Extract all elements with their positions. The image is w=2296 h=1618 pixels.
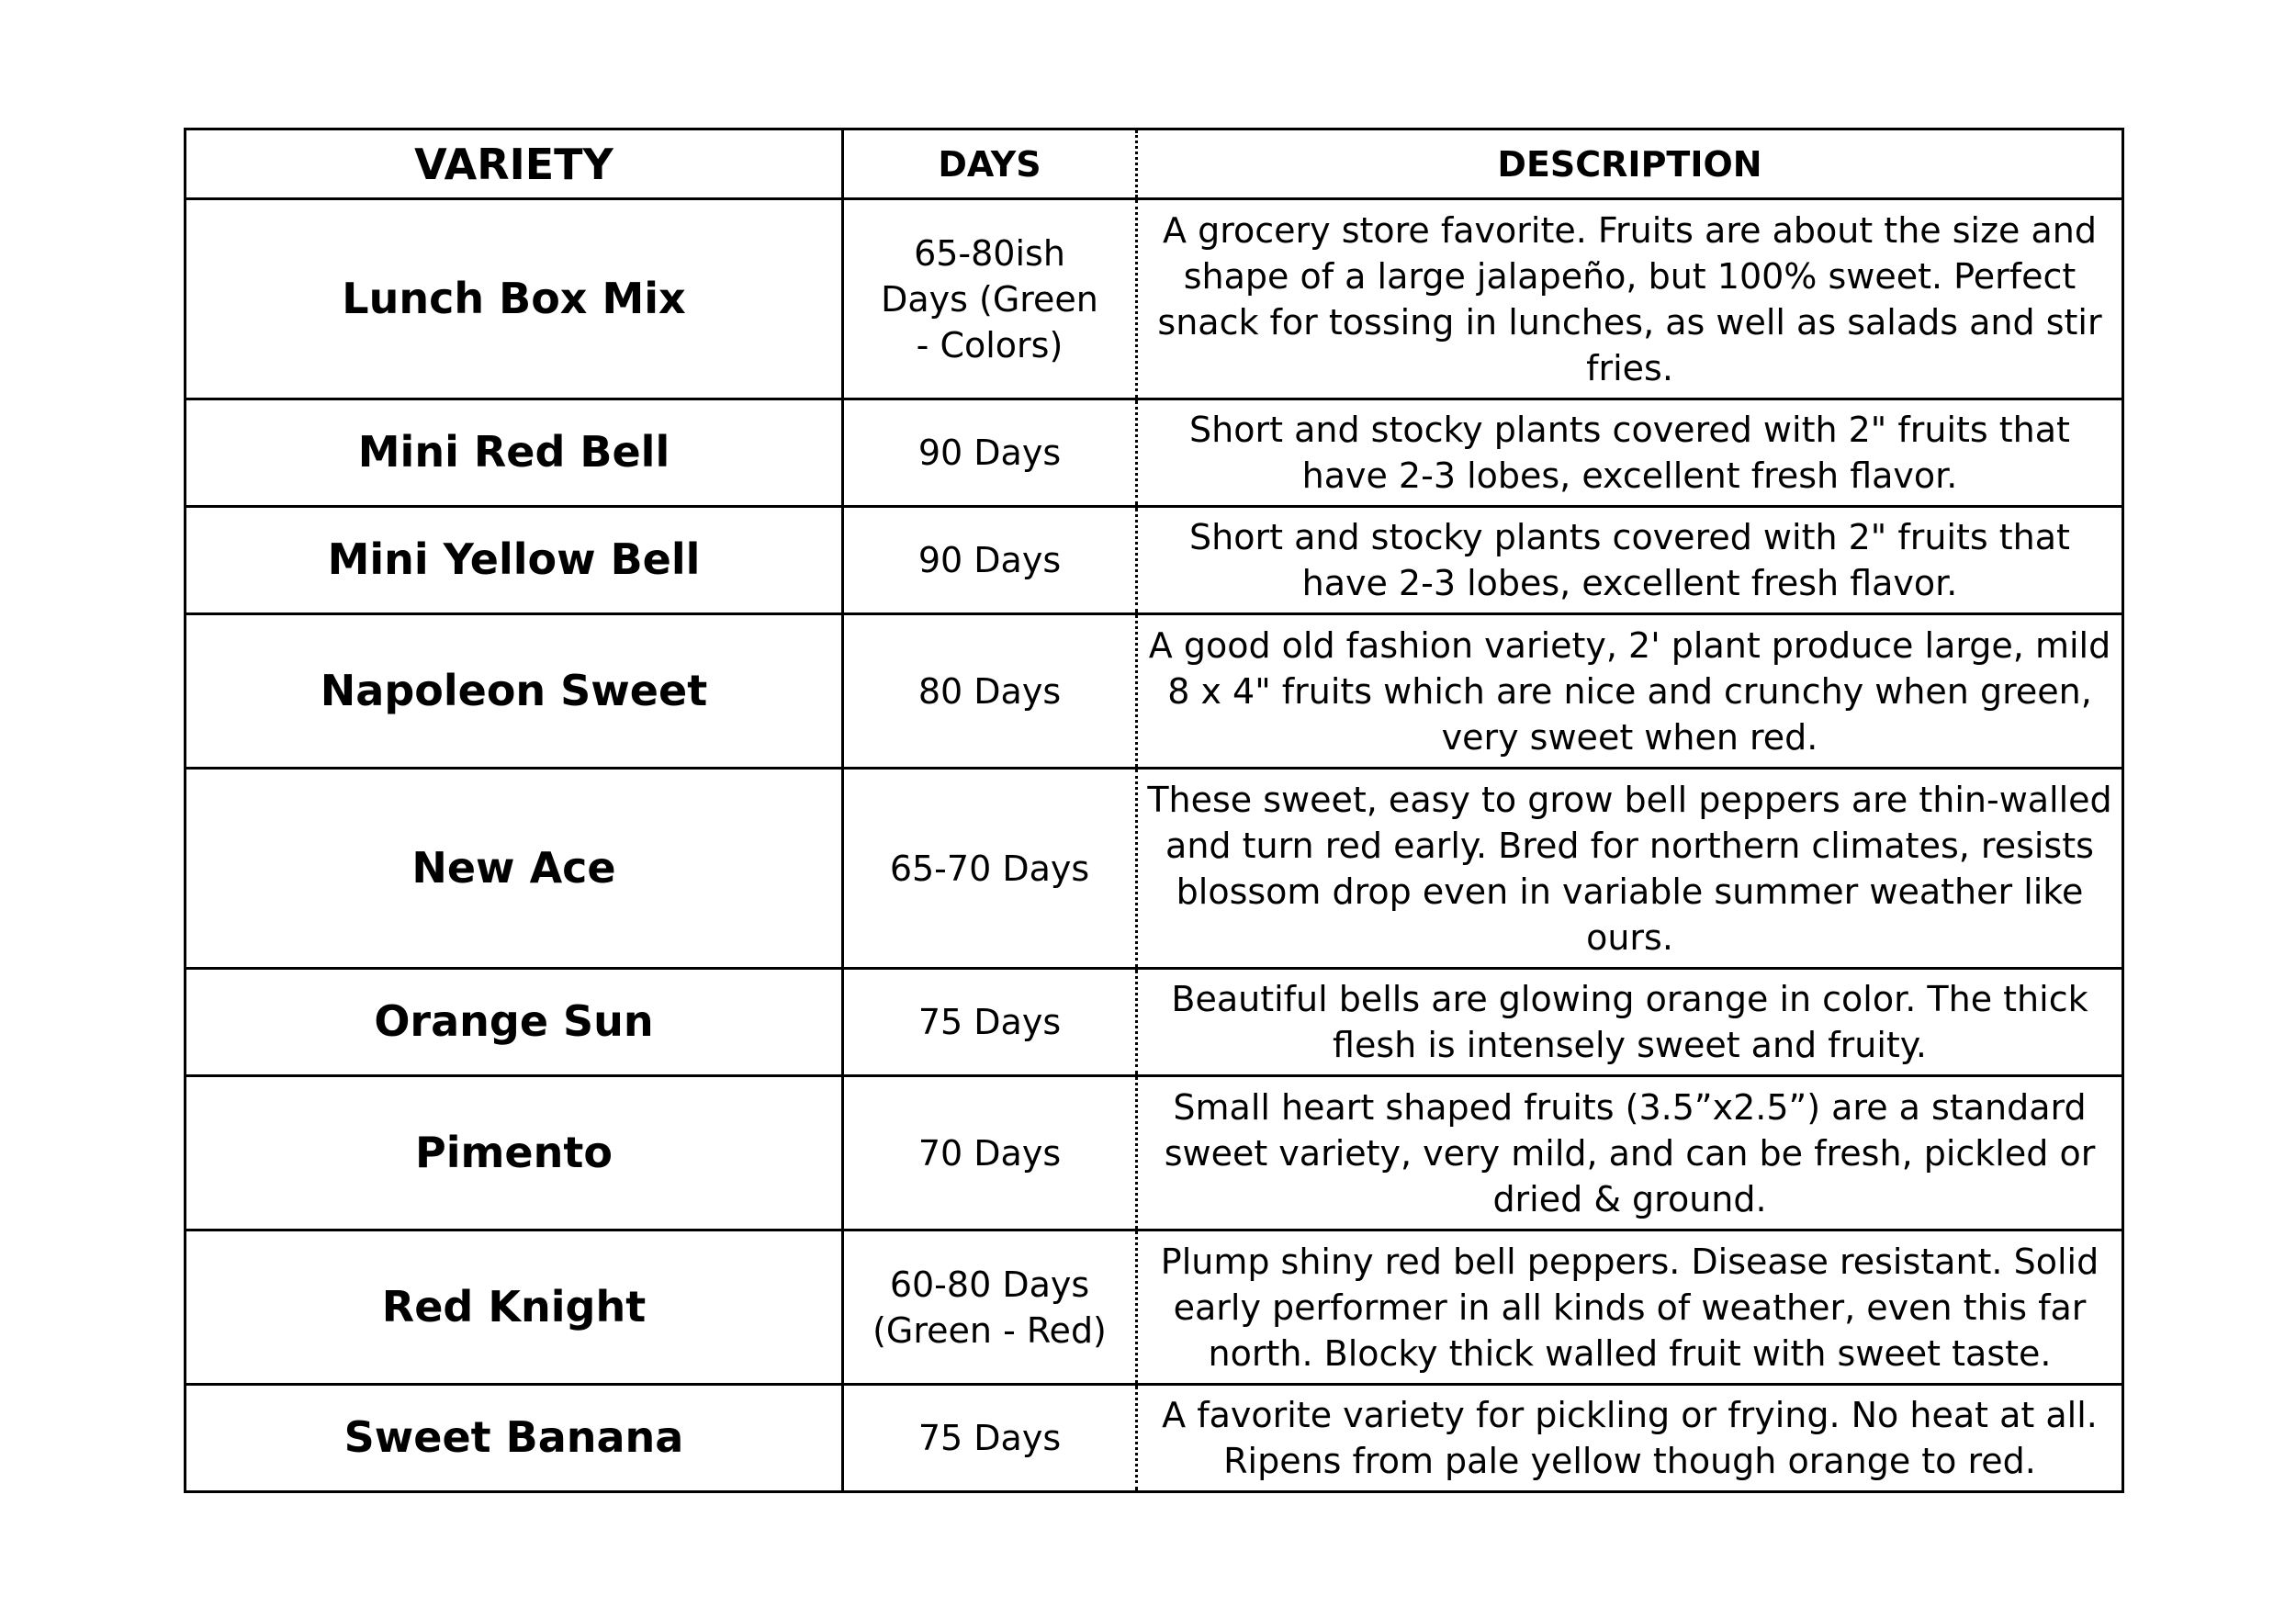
header-variety: VARIETY — [186, 129, 843, 199]
variety-name: Red Knight — [186, 1230, 843, 1385]
variety-description: A favorite variety for pickling or frying. No heat at all. Ripens from pale yellow though orange to red. — [1137, 1385, 2123, 1492]
days-to-maturity: 75 Days — [843, 1385, 1137, 1492]
table-row — [186, 969, 2123, 1076]
table-row — [186, 614, 2123, 769]
variety-description: Short and stocky plants covered with 2" fruits that have 2-3 lobes, excellent fresh flavor. — [1137, 507, 2123, 614]
table-row — [186, 1076, 2123, 1230]
header-description: DESCRIPTION — [1137, 129, 2123, 199]
variety-description: A grocery store favorite. Fruits are about the size and shape of a large jalapeño, but 100% sweet. Perfect snack for tossing in lunches, as well as salads and stir fries. — [1137, 199, 2123, 399]
variety-description: Small heart shaped fruits (3.5”x2.5”) are a standard sweet variety, very mild, and can be fresh, pickled or dried & ground. — [1137, 1076, 2123, 1230]
days-to-maturity: 70 Days — [843, 1076, 1137, 1230]
variety-name: Mini Yellow Bell — [186, 507, 843, 614]
variety-name: Mini Red Bell — [186, 399, 843, 507]
table-row — [186, 199, 2123, 399]
variety-description: Short and stocky plants covered with 2" fruits that have 2-3 lobes, excellent fresh flavor. — [1137, 399, 2123, 507]
table-row — [186, 399, 2123, 507]
days-to-maturity: 90 Days — [843, 399, 1137, 507]
variety-description: Beautiful bells are glowing orange in color. The thick flesh is intensely sweet and fruity. — [1137, 969, 2123, 1076]
table-row — [186, 1230, 2123, 1385]
variety-name: Orange Sun — [186, 969, 843, 1076]
days-to-maturity: 80 Days — [843, 614, 1137, 769]
days-to-maturity: 90 Days — [843, 507, 1137, 614]
days-to-maturity: 65-80ish Days (Green - Colors) — [843, 199, 1137, 399]
variety-description: These sweet, easy to grow bell peppers are thin-walled and turn red early. Bred for northern climates, resists blossom drop even in variable summer weather like ours. — [1137, 769, 2123, 969]
days-to-maturity: 65-70 Days — [843, 769, 1137, 969]
days-to-maturity: 60-80 Days (Green - Red) — [843, 1230, 1137, 1385]
variety-name: New Ace — [186, 769, 843, 969]
table-row — [186, 1385, 2123, 1492]
variety-name: Pimento — [186, 1076, 843, 1230]
days-to-maturity: 75 Days — [843, 969, 1137, 1076]
variety-description: Plump shiny red bell peppers. Disease resistant. Solid early performer in all kinds of weather, even this far north. Blocky thick walled fruit with sweet taste. — [1137, 1230, 2123, 1385]
variety-name: Sweet Banana — [186, 1385, 843, 1492]
table-row — [186, 507, 2123, 614]
pepper-varieties-table — [184, 128, 2124, 1493]
variety-name: Lunch Box Mix — [186, 199, 843, 399]
variety-name: Napoleon Sweet — [186, 614, 843, 769]
variety-description: A good old fashion variety, 2' plant produce large, mild 8 x 4" fruits which are nice and crunchy when green, very sweet when red. — [1137, 614, 2123, 769]
header-days: DAYS — [843, 129, 1137, 199]
table-row — [186, 769, 2123, 969]
table-header-row — [186, 129, 2123, 199]
